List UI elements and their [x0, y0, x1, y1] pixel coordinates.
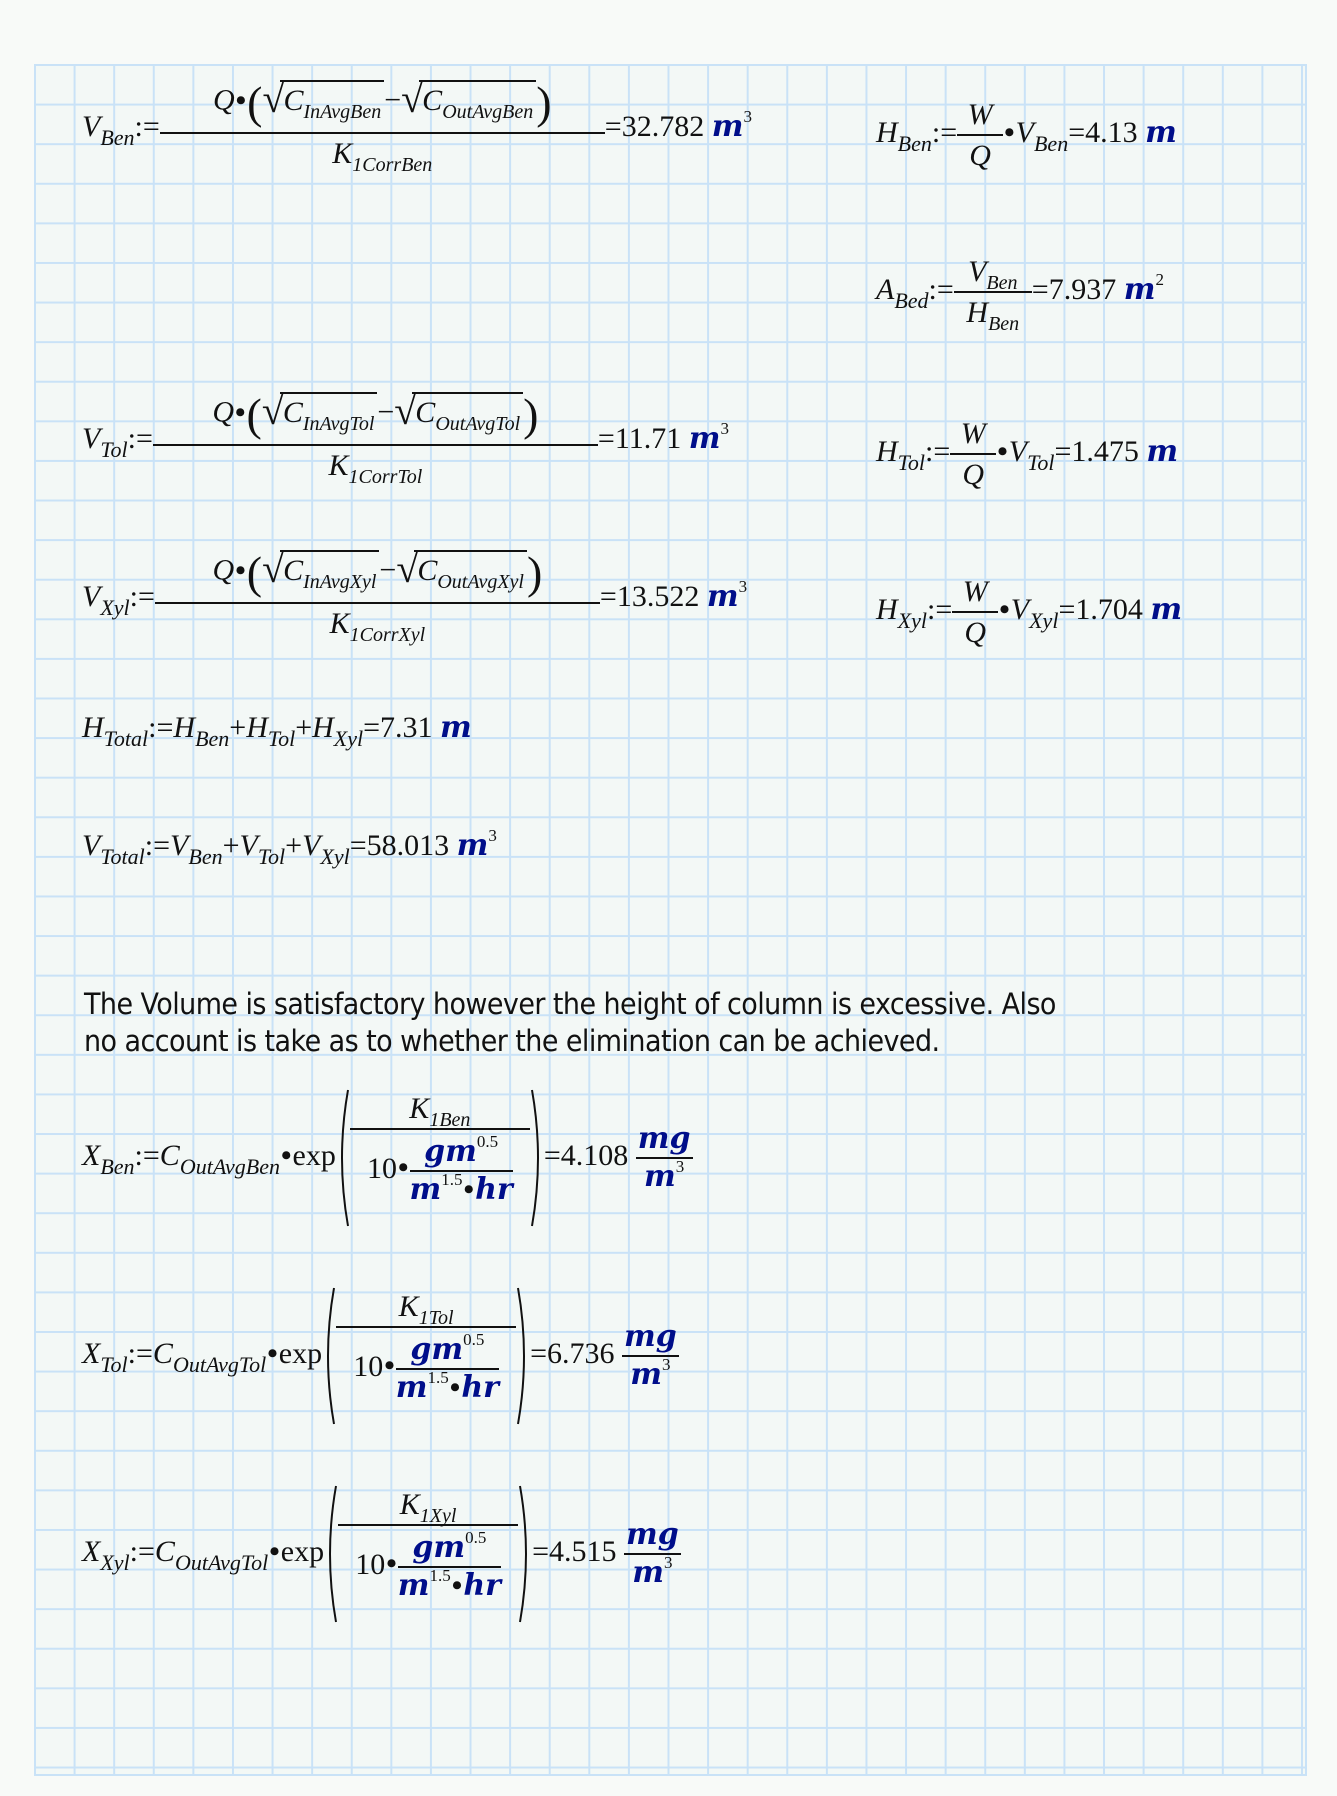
left-paren: ( [247, 77, 263, 128]
right-paren: ) [526, 547, 543, 598]
unit-m: m [1146, 434, 1179, 470]
volume-fraction [160, 74, 605, 176]
result-value: =1.704 [1058, 593, 1143, 627]
right-paren [530, 1088, 544, 1228]
left-paren [324, 1484, 338, 1624]
result-value: =32.782 [604, 110, 705, 144]
result-value: =4.108 [543, 1138, 629, 1172]
unit-m: m [1145, 115, 1177, 151]
v-over-h-fraction: $\frac{V_{Ben}}{H_{Ben}}$ [954, 253, 1032, 332]
right-paren: ) [536, 77, 552, 128]
lhs-subscript: Ben [100, 125, 135, 151]
result-value: =4.515 [532, 1534, 617, 1568]
sqrt-c-in: √ $C_{InAvgTol}$ [262, 392, 378, 432]
sqrt-c-out: √ $C_{OutAvgTol}$ [394, 392, 523, 432]
unit-m: m [456, 828, 489, 863]
height-equation-tol[interactable]: $H_{Tol}:=$ $\frac{W}{Q}$ $•V_{Tol}=1.475$ m [876, 415, 1178, 494]
volume-equation-xyl[interactable]: $V_{Xyl}:=$ Q•( √ $C_{InAvgXyl}$ − √ $C_{OutAvgXyl}$) $K_{1CorrXyl}$ =13.522 $m^3$ [82, 545, 748, 646]
volume-total-equation[interactable]: $V_{Total}:=V_{Ben}+V_{Tol}+V_{Xyl}=58.013$ $m^3$ [82, 826, 497, 869]
sqrt-c-out: √ $C_{OutAvgBen}$ [401, 80, 536, 120]
result-value: =1.475 [1054, 435, 1139, 469]
exp-function: exp [278, 1336, 323, 1370]
unit-m: m [1150, 592, 1183, 628]
unit-m: m [440, 710, 472, 745]
exp-argument: $K_{1Xyl}$ 10• $\frac{gm^{0.5}}{m^{1.5}•hr}$ [324, 1484, 532, 1624]
result-value: =6.736 [530, 1336, 615, 1370]
exp-argument: $K_{1Ben}$ 10• $\frac{gm^{0.5}}{m^{1.5}•hr}$ [336, 1088, 544, 1228]
unit-m: m [706, 579, 739, 615]
result-value: =13.522 [599, 580, 700, 614]
left-paren: ( [246, 389, 262, 440]
height-total-equation[interactable]: $H_{Total}:=H_{Ben}+H_{Tol}+H_{Xyl}=7.31$ m [82, 710, 472, 751]
w-over-q-fraction: $\frac{W}{Q}$ [950, 415, 996, 494]
w-over-q-fraction: $\frac{W}{Q}$ [952, 573, 998, 652]
left-paren [322, 1286, 336, 1426]
w-over-q-fraction: $\frac{W}{Q}$ [957, 96, 1003, 175]
exit-concentration-equation-tol[interactable]: $X_{Tol}:=C_{OutAvgTol}•\exp$ $K_{1Tol}$ 10• $\frac{gm^{0.5}}{m^{1.5}•hr}$ =6.736 $\frac{mg}{m^3}$ [82, 1286, 679, 1426]
result-unit-mg-per-m3: $\frac{mg}{m^3}$ [637, 1121, 691, 1194]
exit-concentration-equation-xyl[interactable]: $X_{Xyl}:=C_{OutAvgTol}•\exp$ $K_{1Xyl}$ 10• $\frac{gm^{0.5}}{m^{1.5}•hr}$ =4.515 $\frac{mg}{m^3}$ [82, 1484, 681, 1624]
sqrt-c-out: √ $C_{OutAvgXyl}$ [396, 550, 527, 590]
left-paren [336, 1088, 350, 1228]
text-region-note[interactable]: The Volume is satisfactory however the height of column is excessive. Also no account is take as to whether the elimination can be achieved. [84, 987, 1056, 1058]
unit-m: m [688, 421, 721, 457]
sqrt-c-in: √ $C_{InAvgBen}$ [262, 80, 384, 120]
assign-operator: := [134, 110, 160, 144]
exp-argument: $K_{1Tol}$ 10• $\frac{gm^{0.5}}{m^{1.5}•hr}$ [322, 1286, 530, 1426]
right-paren [516, 1286, 530, 1426]
right-paren [518, 1484, 532, 1624]
lhs-variable: V [82, 110, 101, 144]
result-value: =11.71 [597, 422, 682, 456]
exp-function: exp [292, 1138, 336, 1172]
height-equation-xyl[interactable]: $H_{Xyl}:=$ $\frac{W}{Q}$ $•V_{Xyl}=1.704$ m [876, 573, 1182, 652]
result-value: =7.937 [1031, 273, 1117, 307]
exp-function: exp [280, 1534, 325, 1568]
result-value: =58.013 [349, 829, 450, 862]
right-paren: ) [523, 389, 539, 440]
volume-fraction: Q•( √ $C_{InAvgTol}$ − √ $C_{OutAvgTol}$) $K_{1CorrTol}$ [153, 386, 598, 485]
volume-fraction: Q•( √ $C_{InAvgXyl}$ − √ $C_{OutAvgXyl}$) $K_{1CorrXyl}$ [155, 544, 600, 643]
volume-equation-tol[interactable]: $V_{Tol}:=$ Q•( √ $C_{InAvgTol}$ − √ $C_{OutAvgTol}$) $K_{1CorrTol}$ =11.71 $m^3$ [82, 387, 729, 488]
fraction-denominator: $K_{1CorrBen}$ [332, 136, 433, 176]
result-unit-mg-per-m3: $\frac{mg}{m^3}$ [624, 1319, 677, 1392]
sqrt-c-in: √ $C_{InAvgXyl}$ [262, 550, 379, 590]
area-equation-bed[interactable]: $A_{Bed}:=$ $\frac{V_{Ben}}{H_{Ben}}$ =7.937 $m^2$ [876, 255, 1164, 335]
result-value: =4.13 [1068, 116, 1138, 150]
result-value: =7.31 [363, 711, 433, 744]
exit-concentration-equation-ben[interactable]: $X_{Ben}:=C_{OutAvgBen}•\exp$ $K_{1Ben}$ 10• $\frac{gm^{0.5}}{m^{1.5}•hr}$ =4.108 $\frac{mg}{m^3}$ [82, 1088, 693, 1228]
unit-m: m [1123, 272, 1156, 308]
unit-m: m [711, 109, 744, 145]
left-paren: ( [246, 547, 263, 598]
volume-equation-ben[interactable]: $V_{Ben}:=$ Q•( √ $C_{InAvgBen}$ − √ $C_{OutAvgBen}$) $K_{1CorrBen}$ =32.782 $m^3$ [82, 75, 752, 176]
result-unit-mg-per-m3: $\frac{mg}{m^3}$ [626, 1517, 679, 1590]
fraction-numerator: Q•( √ $C_{InAvgBen}$ − √ $C_{OutAvgBen}$) [160, 74, 605, 134]
height-equation-ben[interactable]: $H_{Ben}:=$ $\frac{W}{Q}$ $•V_{Ben}=4.13$ m [876, 96, 1177, 175]
